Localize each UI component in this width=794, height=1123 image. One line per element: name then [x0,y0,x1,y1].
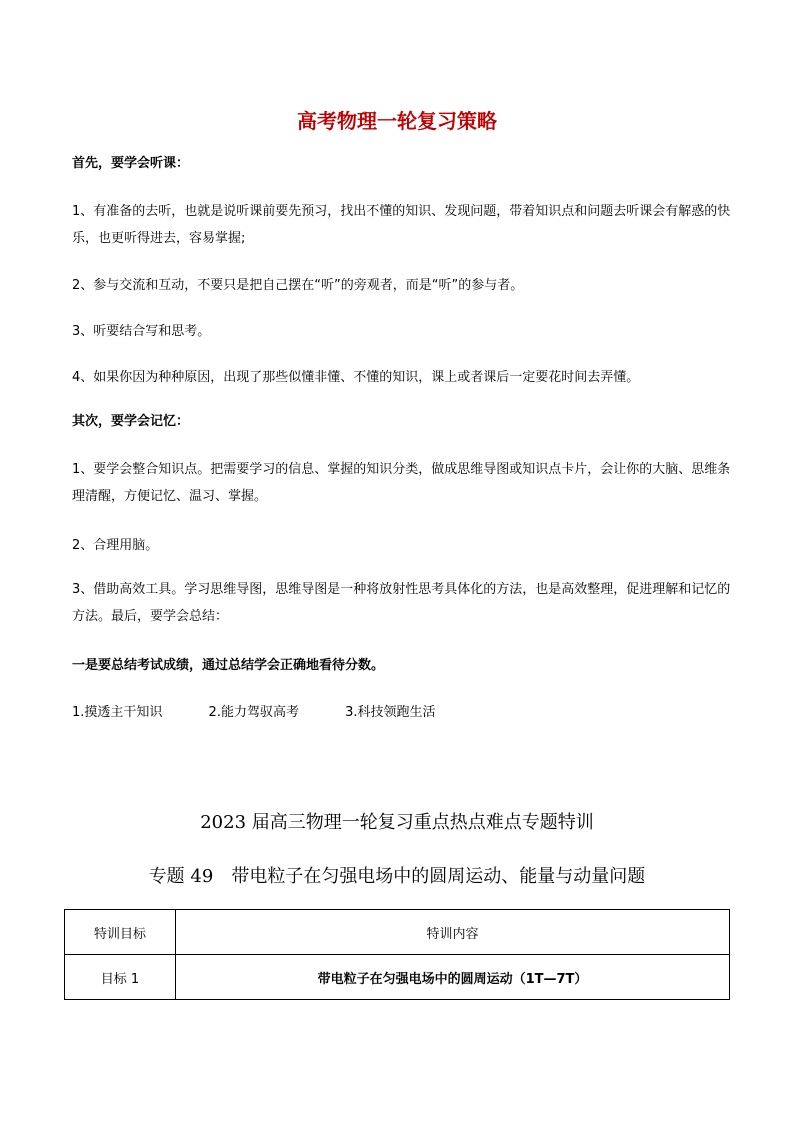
section1-item-3: 3、听要结合写和思考。 [72,324,211,339]
table-header-cell: 特训目标 [65,910,176,955]
summary-line: 一是要总结考试成绩，通过总结学会正确地看待分数。 [72,658,385,673]
section2-heading: 其次，要学会记忆： [72,414,190,429]
table-cell: 带电粒子在匀强电场中的圆周运动（1T—7T） [176,955,730,1000]
training-table [64,909,730,1000]
table-cell: 目标 1 [65,955,176,1000]
section2-item-1: 1、要学会整合知识点。把需要学习的信息、掌握的知识分类，做成思维导图或知识点卡片，会让你的大脑、思维条理清醒，方便记忆、温习、掌握。 [72,462,731,504]
topic-heading: 专题 49 带电粒子在匀强电场中的圆周运动、能量与动量问题 [148,866,646,887]
series-heading: 2023 届高三物理一轮复习重点热点难点专题特训 [200,812,594,833]
section2-item-3: 3、借助高效工具。学习思维导图，思维导图是一种将放射性思考具体化的方法，也是高效整理，促进理解和记忆的方法。最后，要学会总结： [72,582,731,624]
tips-line [72,701,478,720]
table-header-row [65,910,730,955]
section1-item-1: 1、有准备的去听，也就是说听课前要先预习，找出不懂的知识、发现问题，带着知识点和问题去听课会有解惑的快乐，也更听得进去，容易掌握; [72,204,731,246]
section1-item-4: 4、如果你因为种种原因，出现了那些似懂非懂、不懂的知识，课上或者课后一定要花时间去弄懂。 [72,370,640,385]
page-title: 高考物理一轮复习策略 [297,109,497,133]
section1-item-2: 2、参与交流和互动，不要只是把自己摆在“听”的旁观者，而是“听”的参与者。 [72,278,524,293]
tip-3: 3.科技领跑生活 [345,705,436,720]
table-header-cell: 特训内容 [176,910,730,955]
section2-item-2: 2、合理用脑。 [72,538,159,553]
tip-2: 2.能力驾驭高考 [208,705,299,720]
section1-heading: 首先，要学会听课： [72,156,190,171]
tip-1: 1.摸透主干知识 [72,705,163,720]
table-row [65,955,730,1000]
